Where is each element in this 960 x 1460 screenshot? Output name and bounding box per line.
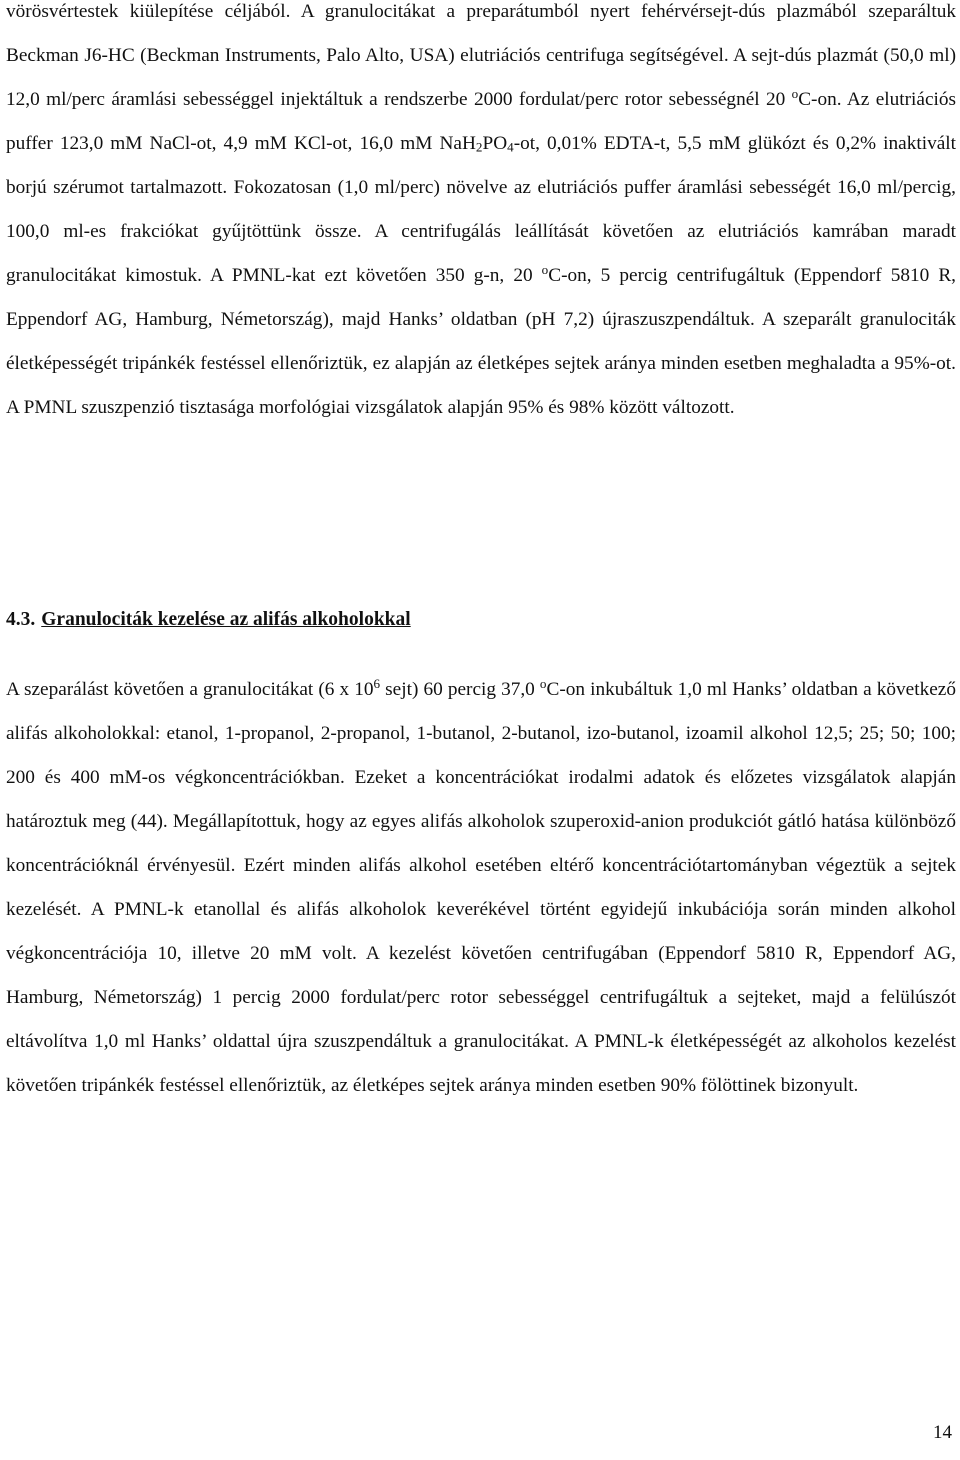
p1-text-2: C-on. Az elutriációs puffer 123,0 mM NaCl-ot, 4,9 mM KCl-ot, 16,0 mM NaH bbox=[6, 89, 956, 154]
section-number: 4.3. bbox=[6, 609, 36, 630]
p1-text-1: vörösvértestek kiülepítése céljából. A granulocitákat a preparátumból nyert fehérvérsejt-dús plazmából szeparáltuk Beckman J6-HC (Beckman Instruments, Palo Alto, USA) elutriációs centrifuga segítségével. A sejt-dús plazmát (50,0 ml) 12,0 ml/perc áramlási sebességgel injektáltuk a rendszerbe 2000 fordulat/perc rotor sebességnél 20 bbox=[6, 1, 956, 110]
body-paragraph-2 bbox=[6, 668, 956, 1108]
degree-superscript: o bbox=[541, 261, 549, 277]
p1-text-4: -ot, 0,01% EDTA-t, 5,5 mM glükózt és 0,2% inaktivált borjú szérumot tartalmazott. Fokozatosan (1,0 ml/perc) növelve az elutriációs puffer áramlási sebességét 16,0 ml/percig, 100,0 ml-es frakciókat gyűjtöttünk össze. A centrifugálás leállítását követően az elutriációs kamrában maradt granulocitákat kimostuk. A PMNL-kat ezt követően 350 g-n, 20 bbox=[6, 133, 956, 286]
body-paragraph-1 bbox=[6, 0, 956, 430]
page-number: 14 bbox=[933, 1422, 952, 1443]
p2-text-1: A szeparálást követően a granulocitákat (6 x 10 bbox=[6, 679, 374, 700]
p2-text-3: C-on inkubáltuk 1,0 ml Hanks’ oldatban a következő alifás alkoholokkal: etanol, 1-propanol, 2-propanol, 1-butanol, 2-butanol, izo-butanol, izoamil alkohol 12,5; 25; 50; 100; 200 és 400 mM-os végkoncentrációkban. Ezeket a koncentrációkat irodalmi adatok és előzetes vizsgálatok alapján határoztuk meg (44). Megállapítottuk, hogy az egyes alifás alkoholok szuperoxid-anion produkciót gátló hatása különböző koncentrációknál érvényesül. Ezért minden alifás alkohol esetében eltérő koncentrációtartományban végeztük a sejtek kezelését. A PMNL-k etanollal és alifás alkoholok keverékével történt egyidejű inkubációja során minden alkohol végkoncentrációja 10, illetve 20 mM volt. A kezelést követően centrifugában (Eppendorf 5810 R, Eppendorf AG, Hamburg, Németország) 1 percig 2000 fordulat/perc rotor sebességgel centrifugáltuk a sejteket, majd a felülúszót eltávolítva 1,0 ml Hanks’ oldattal újra szuszpendáltuk a granulocitákat. A PMNL-k életképességét az alkoholos kezelést követően tripánkék festéssel ellenőriztük, az életképes sejtek aránya minden esetben 90% fölöttinek bizonyult. bbox=[6, 679, 956, 1096]
p1-text-3: PO bbox=[482, 133, 508, 154]
p1-text-5: C-on, 5 percig centrifugáltuk (Eppendorf 5810 R, Eppendorf AG, Hamburg, Németország), majd Hanks’ oldatban (pH 7,2) újraszuszpendáltuk. A szeparált granulociták életképességét tripánkék festéssel ellenőriztük, ez alapján az életképes sejtek aránya minden esetben meghaladta a 95%-ot. A PMNL szuszpenzió tisztasága morfológiai vizsgálatok alapján 95% és 98% között változott. bbox=[6, 265, 957, 418]
subscript-4: 4 bbox=[507, 139, 514, 155]
subscript-2: 2 bbox=[475, 139, 483, 155]
p2-text-2: sejt) 60 percig 37,0 bbox=[380, 679, 540, 700]
exponent-superscript: 6 bbox=[373, 675, 381, 691]
section-heading bbox=[6, 598, 411, 642]
degree-superscript: o bbox=[791, 85, 799, 101]
section-title: Granulociták kezelése az alifás alkoholokkal bbox=[41, 609, 411, 630]
degree-superscript: o bbox=[539, 675, 547, 691]
